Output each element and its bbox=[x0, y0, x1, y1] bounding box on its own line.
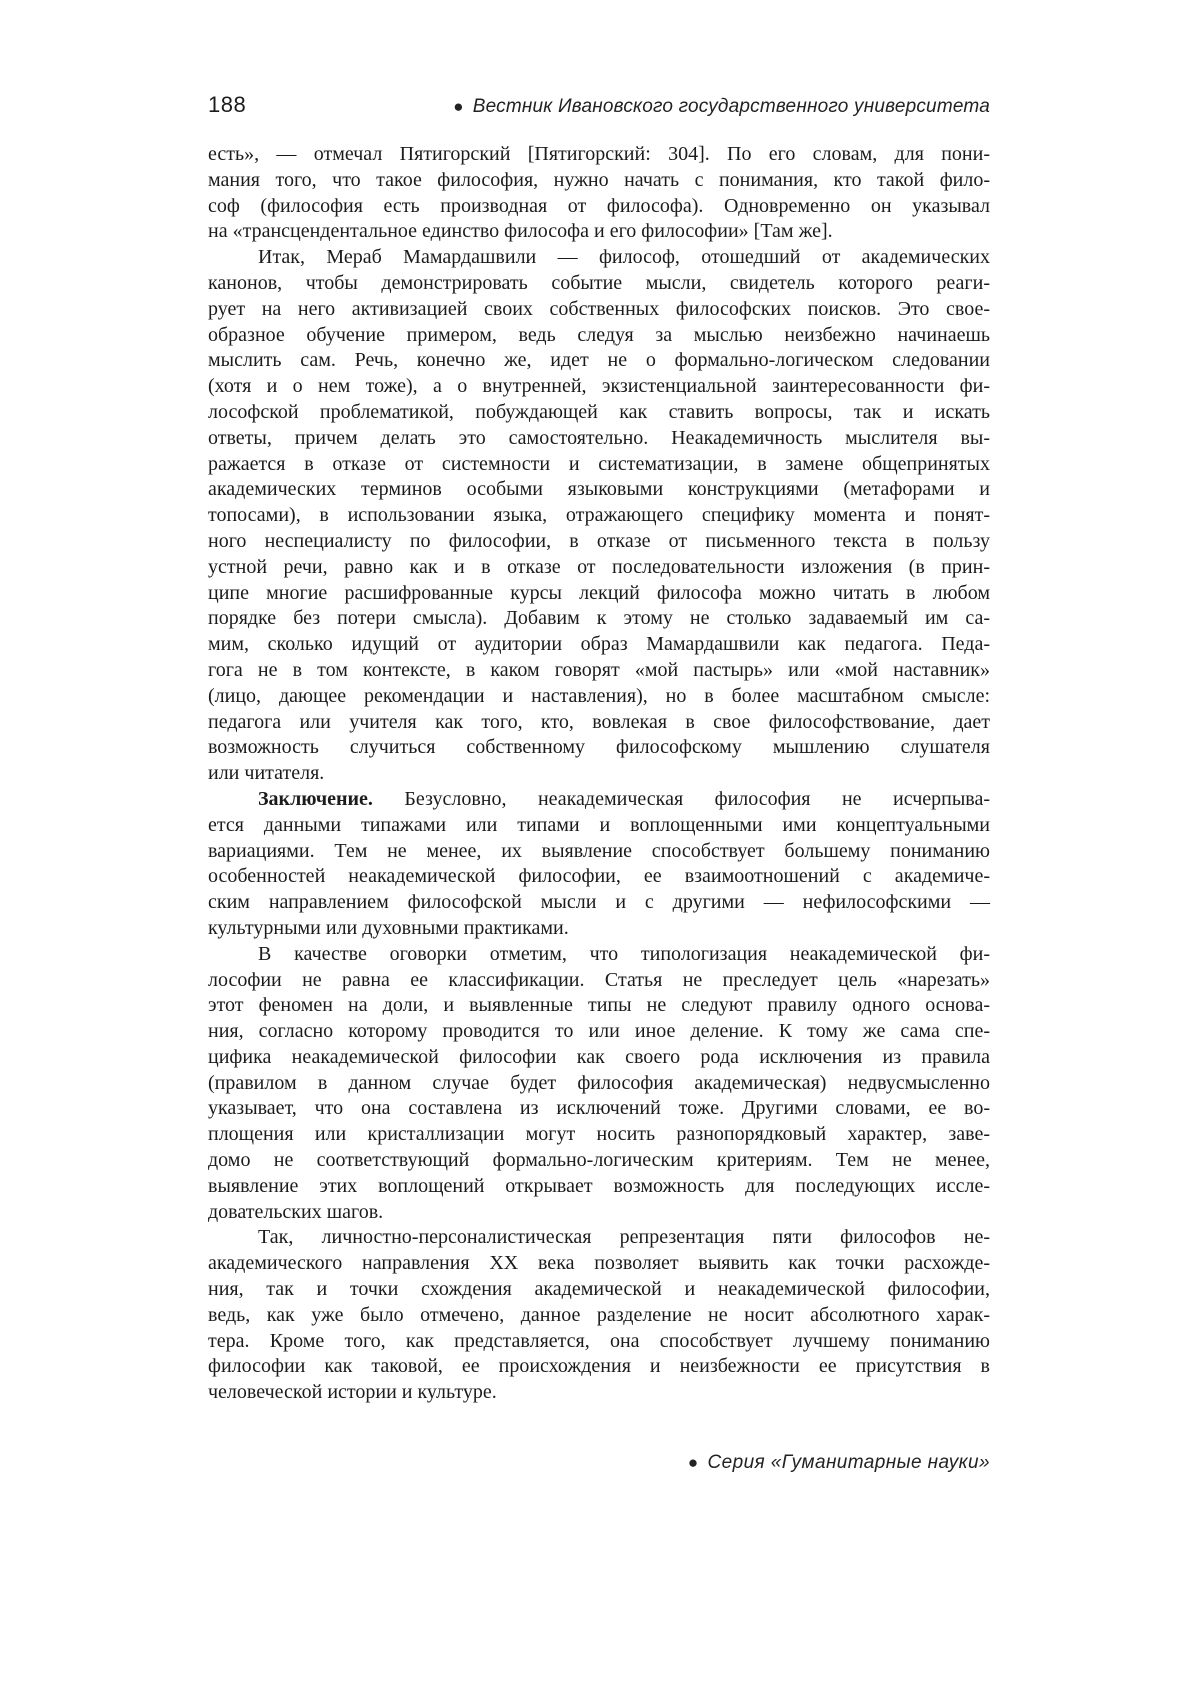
text-line: академического направления XX века позволяет выявить как точки расхожде- bbox=[208, 1252, 990, 1275]
text-line: академических терминов особыми языковыми конструкциями (метафорами и bbox=[208, 478, 990, 501]
text-line: особенностей неакадемической философии, ее взаимоотношений с академиче- bbox=[208, 865, 990, 888]
text-line: образное обучение примером, ведь следуя за мыслью неизбежно начинаешь bbox=[208, 323, 990, 346]
text-line: этот феномен на доли, и выявленные типы не следуют правилу одного основа- bbox=[208, 994, 990, 1017]
text-line: человеческой истории и культуре. bbox=[208, 1381, 497, 1404]
document-body bbox=[208, 142, 990, 1406]
text-line: мыслить сам. Речь, конечно же, идет не о формально-логическом следовании bbox=[208, 349, 990, 372]
text-line: на «трансцендентальное единство философа и его философии» [Там же]. bbox=[208, 220, 833, 243]
text-line: Заключение. Безусловно, неакадемическая философия не исчерпыва- bbox=[258, 787, 990, 810]
text-line: довательских шагов. bbox=[208, 1200, 384, 1223]
running-head bbox=[208, 92, 990, 118]
paragraph bbox=[208, 142, 990, 245]
text-line: тера. Кроме того, как представляется, она способствует лучшему пониманию bbox=[208, 1329, 990, 1352]
text-line: топосами), в использовании языка, отражающего специфику момента и понят- bbox=[208, 504, 990, 527]
text-line: мания того, что такое философия, нужно начать с понимания, кто такой фило- bbox=[208, 168, 990, 191]
text-line: ответы, причем делать это самостоятельно. Неакадемичность мыслителя вы- bbox=[208, 426, 990, 449]
text-line: домо не соответствующий формально-логическим критериям. Тем не менее, bbox=[208, 1149, 990, 1172]
text-line: философии как таковой, ее происхождения и неизбежности ее присутствия в bbox=[208, 1355, 990, 1378]
text-line: выявление этих воплощений открывает возможность для последующих иссле- bbox=[208, 1174, 990, 1197]
text-line: В качестве оговорки отметим, что типологизация неакадемической фи- bbox=[258, 942, 990, 965]
text-line: ципе многие расшифрованные курсы лекций философа можно читать в любом bbox=[208, 581, 990, 604]
text-line: Итак, Мераб Мамардашвили — философ, отошедший от академических bbox=[258, 246, 990, 269]
paragraph bbox=[208, 942, 990, 1226]
text-line: гога не в том контексте, в каком говорят «мой пастырь» или «мой наставник» bbox=[208, 658, 990, 681]
text-line: возможность случиться собственному философскому мышлению слушателя bbox=[208, 736, 990, 759]
journal-title bbox=[453, 96, 990, 118]
text-line: площения или кристаллизации могут носить разнопорядковый характер, заве- bbox=[208, 1123, 990, 1146]
text-line: (правилом в данном случае будет философия академическая) недвусмысленно bbox=[208, 1071, 990, 1094]
page-number: 188 bbox=[208, 92, 247, 117]
text-line: ским направлением философской мысли и с другими — нефилософскими — bbox=[208, 891, 990, 914]
text-line: вариациями. Тем не менее, их выявление способствует большему пониманию bbox=[208, 839, 990, 862]
text-line: ется данными типажами или типами и воплощенными ими концептуальными bbox=[208, 813, 990, 836]
text-line: культурными или духовными практиками. bbox=[208, 916, 569, 939]
text-line: устной речи, равно как и в отказе от последовательности изложения (в прин- bbox=[208, 555, 990, 578]
text-line: ния, так и точки схождения академической и неакадемической философии, bbox=[208, 1278, 990, 1301]
series-title-label: Серия «Гуманитарные науки» bbox=[707, 1452, 990, 1473]
text-line: или читателя. bbox=[208, 762, 325, 785]
series-title bbox=[688, 1452, 990, 1474]
text-line: педагога или учителя как того, кто, вовлекая в свое философствование, дает bbox=[208, 710, 990, 733]
text-line: ведь, как уже было отмечено, данное разделение не носит абсолютного харак- bbox=[208, 1303, 990, 1326]
paragraph bbox=[208, 1225, 990, 1406]
text-line: ражается в отказе от системности и систематизации, в замене общепринятых bbox=[208, 452, 990, 475]
text-line: соф (философия есть производная от философа). Одновременно он указывал bbox=[208, 194, 990, 217]
text-line: цифика неакадемической философии как своего рода исключения из правила bbox=[208, 1045, 990, 1068]
bullet-icon: ● bbox=[453, 97, 464, 116]
journal-title-label: Вестник Ивановского государственного университета bbox=[472, 96, 990, 117]
text-line: мим, сколько идущий от аудитории образ Мамардашвили как педагога. Педа- bbox=[208, 633, 990, 656]
bullet-icon: ● bbox=[687, 1453, 699, 1472]
text-line: (лицо, дающее рекомендации и наставления), но в более масштабном смысле: bbox=[208, 684, 990, 707]
page-footer bbox=[208, 1452, 990, 1474]
text-line: порядке без потери смысла). Добавим к этому не столько задаваемый им са- bbox=[208, 607, 990, 630]
text-line: ного неспециалисту по философии, в отказе от письменного текста в пользу bbox=[208, 529, 990, 552]
text-line: лософской проблематикой, побуждающей как ставить вопросы, так и искать bbox=[208, 400, 990, 423]
text-line: указывает, что она составлена из исключений тоже. Другими словами, ее во- bbox=[208, 1097, 990, 1120]
paragraph bbox=[208, 245, 990, 787]
text-line: есть», — отмечал Пятигорский [Пятигорский: 304]. По его словам, для пони- bbox=[208, 143, 990, 165]
text-line: Так, личностно-персоналистическая репрезентация пяти философов не- bbox=[258, 1226, 990, 1249]
text-line: ния, согласно которому проводится то или иное деление. К тому же сама спе- bbox=[208, 1020, 990, 1043]
text-line: лософии не равна ее классификации. Статья не преследует цель «нарезать» bbox=[208, 968, 990, 991]
text-line: (хотя и о нем тоже), а о внутренней, экзистенциальной заинтересованности фи- bbox=[208, 375, 990, 398]
text-line: канонов, чтобы демонстрировать событие мысли, свидетель которого реаги- bbox=[208, 271, 990, 294]
paragraph bbox=[208, 787, 990, 942]
text-line: рует на него активизацией своих собственных философских поисков. Это свое- bbox=[208, 297, 990, 320]
